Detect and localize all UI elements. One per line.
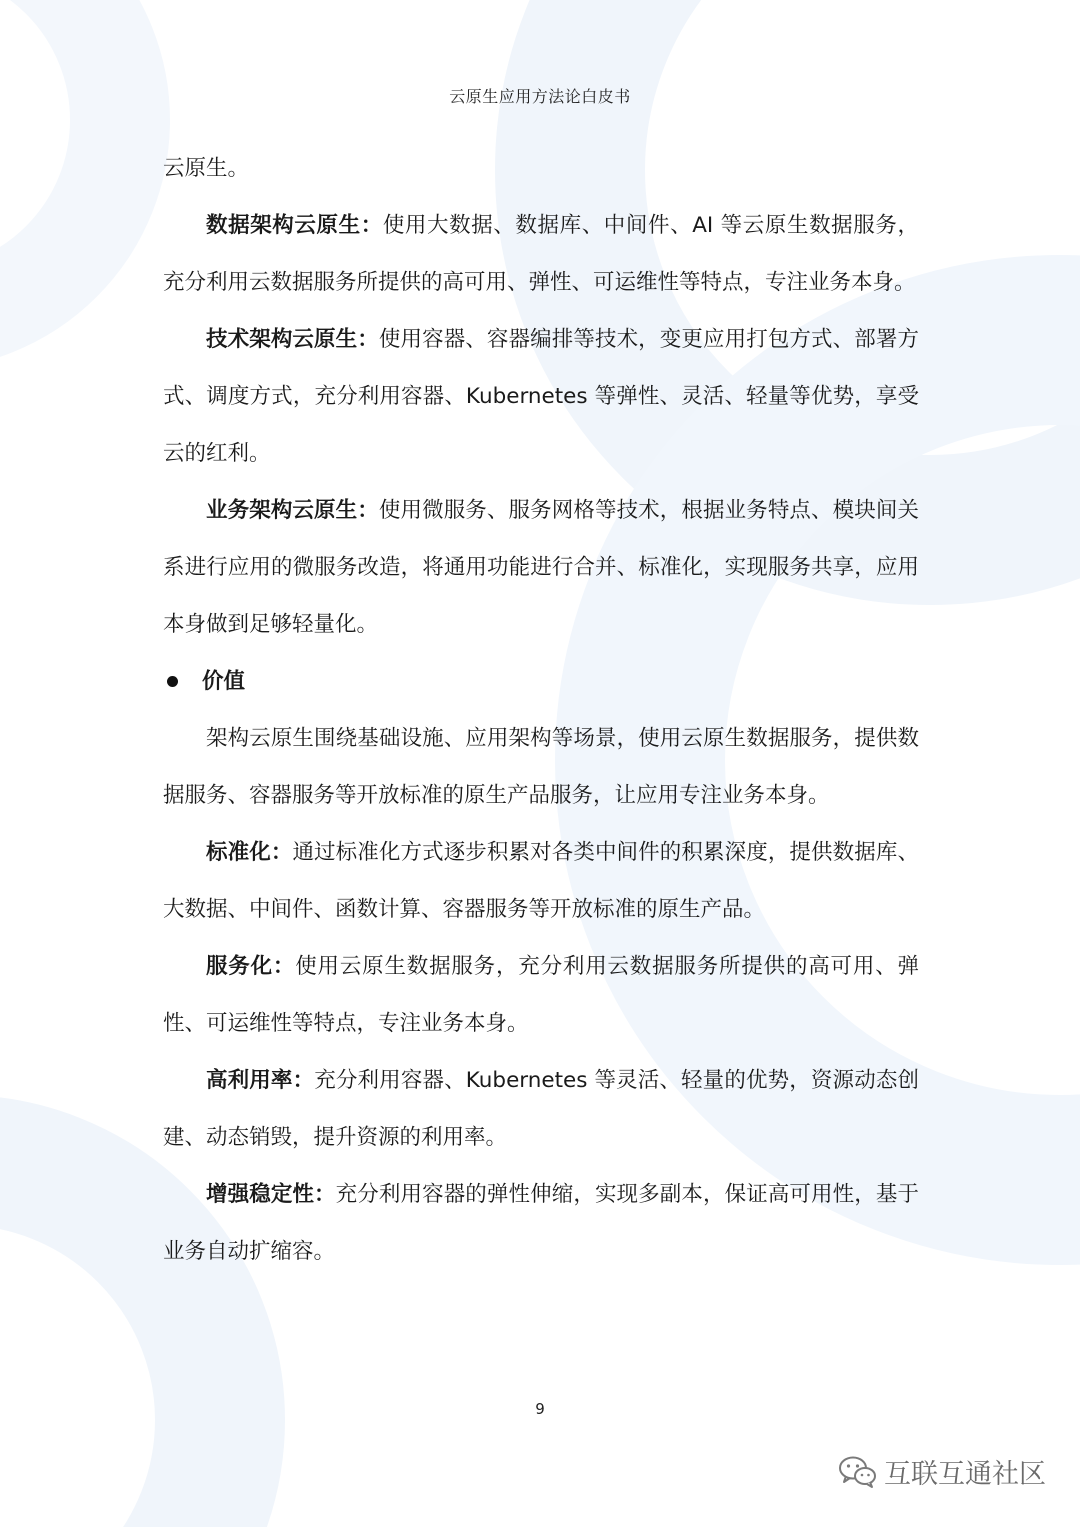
paragraph-text: 架构云原生围绕基础设施、应用架构等场景，使用云原生数据服务，提供数据服务、容器服务等开放标准的原生产品服务，让应用专注业务本身。 (163, 726, 919, 808)
paragraph-text: 使用微服务、服务网格等技术，根据业务特点、模块间关系进行应用的微服务改造，将通用功能进行合并、标准化，实现服务共享，应用本身做到足够轻量化。 (163, 498, 919, 637)
paragraph-stability (163, 1166, 919, 1280)
paragraph-tech-architecture (163, 311, 919, 482)
paragraph-business-architecture (163, 482, 919, 653)
paragraph-value-intro (163, 710, 919, 824)
paragraph-term: 业务架构云原生 (206, 498, 358, 523)
paragraph-separator: ： (292, 1068, 315, 1093)
paragraph-separator: ： (270, 840, 293, 865)
paragraph-continuation (163, 140, 919, 197)
watermark (838, 1452, 1046, 1491)
paragraph-term: 高利用率 (206, 1068, 293, 1093)
paragraph-term: 服务化 (206, 954, 273, 979)
body-content (163, 140, 919, 1280)
paragraph-data-architecture (163, 197, 919, 311)
paragraph-text: 使用容器、容器编排等技术，变更应用打包方式、部署方式、调度方式，充分利用容器、Kubernetes 等弹性、灵活、轻量等优势，享受云的红利。 (163, 327, 919, 466)
paragraph-term: 数据架构云原生 (206, 213, 361, 238)
paragraph-text: 云原生。 (163, 156, 250, 181)
paragraph-term: 技术架构云原生 (206, 327, 358, 352)
watermark-text: 互联互通社区 (884, 1459, 1046, 1490)
page-header-title: 云原生应用方法论白皮书 (449, 87, 631, 106)
paragraph-high-utilization (163, 1052, 919, 1166)
paragraph-separator: ： (357, 498, 379, 523)
paragraph-text: 使用大数据、数据库、中间件、AI 等云原生数据服务，充分利用云数据服务所提供的高可用、弹性、可运维性等特点，专注业务本身。 (163, 213, 919, 295)
paragraph-separator: ： (360, 213, 383, 238)
paragraph-text: 通过标准化方式逐步积累对各类中间件的积累深度，提供数据库、大数据、中间件、函数计算、容器服务等开放标准的原生产品。 (163, 840, 919, 922)
bullet-label: 价值 (202, 669, 246, 694)
section-bullet-value (163, 653, 919, 710)
paragraph-text: 充分利用容器、Kubernetes 等灵活、轻量的优势，资源动态创建、动态销毁，提升资源的利用率。 (163, 1068, 919, 1150)
page-number: 9 (535, 1400, 545, 1418)
wechat-icon (838, 1454, 878, 1490)
paragraph-separator: ： (314, 1182, 336, 1207)
paragraph-text: 使用云原生数据服务，充分利用云数据服务所提供的高可用、弹性、可运维性等特点，专注业务本身。 (163, 954, 919, 1036)
paragraph-text: 充分利用容器的弹性伸缩，实现多副本，保证高可用性，基于业务自动扩缩容。 (163, 1182, 919, 1264)
paragraph-separator: ： (272, 954, 296, 979)
paragraph-term: 增强稳定性 (206, 1182, 315, 1207)
paragraph-term: 标准化 (206, 840, 271, 865)
paragraph-standardization (163, 824, 919, 938)
paragraph-servitization (163, 938, 919, 1052)
bullet-dot-icon (167, 676, 178, 687)
paragraph-separator: ： (357, 327, 379, 352)
